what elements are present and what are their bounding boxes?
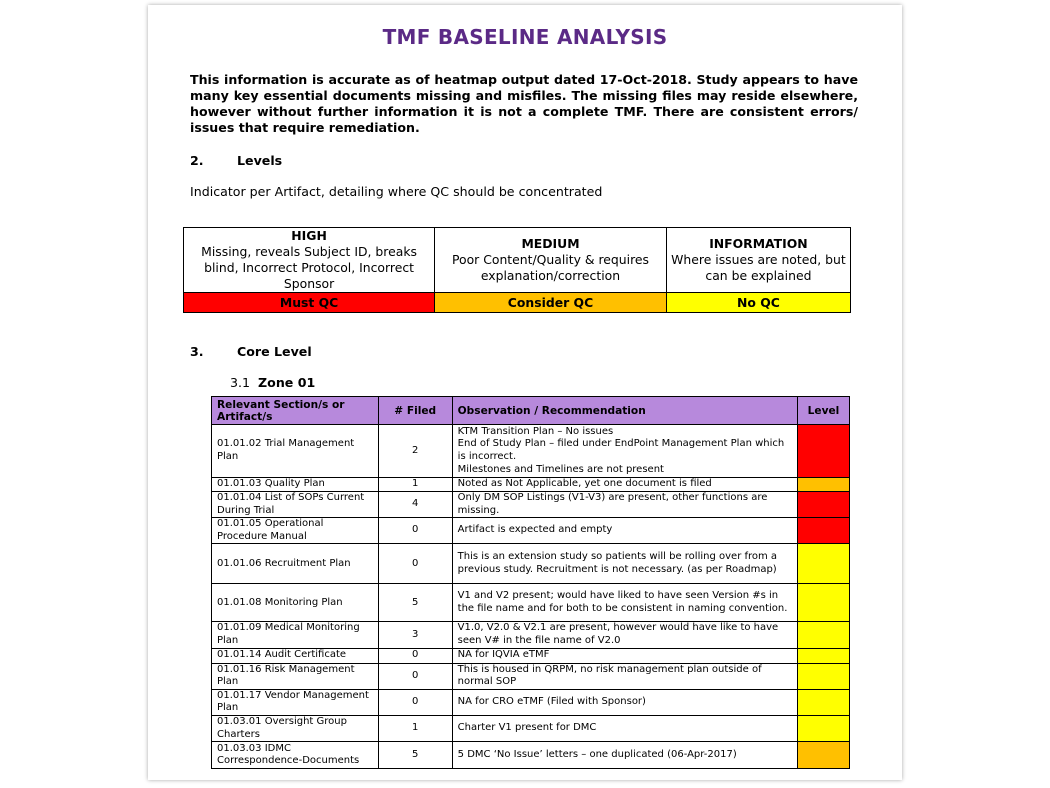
- table-row: [212, 648, 850, 663]
- level-indicator: [798, 622, 850, 648]
- filed-count: 0: [378, 648, 452, 663]
- observation-line: Only DM SOP Listings (V1-V3) are present, other functions are missing.: [457, 492, 768, 516]
- observation-cell: [452, 742, 797, 769]
- artifact-cell: 01.01.06 Recruitment Plan: [212, 544, 379, 584]
- level-action: Must QC: [184, 293, 435, 313]
- artifact-cell: 01.01.05 Operational Procedure Manual: [212, 518, 379, 544]
- col-header-artifact: Relevant Section/s or Artifact/s: [212, 397, 379, 425]
- level-name: HIGH: [291, 228, 327, 243]
- col-header-observation: Observation / Recommendation: [452, 397, 797, 425]
- filed-count: 2: [378, 425, 452, 478]
- observation-line: V1 and V2 present; would have liked to have seen Version #s in the file name and for both to be consistent in naming convention.: [457, 590, 788, 614]
- observation-cell: [452, 425, 797, 478]
- level-indicator: [798, 492, 850, 518]
- filed-count: 4: [378, 492, 452, 518]
- level-indicator: [798, 584, 850, 622]
- level-indicator: [798, 518, 850, 544]
- level-action: No QC: [666, 293, 850, 313]
- level-indicator: [798, 663, 850, 689]
- level-indicator: [798, 742, 850, 769]
- table-row: [212, 425, 850, 478]
- observation-cell: [452, 492, 797, 518]
- observation-line: KTM Transition Plan – No issues: [457, 425, 614, 437]
- table-row: [212, 584, 850, 622]
- observation-line: Noted as Not Applicable, yet one document is filed: [457, 478, 712, 490]
- col-header-level: Level: [798, 397, 850, 425]
- level-desc: Poor Content/Quality & requires explanation/correction: [451, 252, 649, 283]
- observation-line: Milestones and Timelines are not present: [457, 463, 664, 475]
- table-row: [212, 689, 850, 715]
- observation-cell: [452, 715, 797, 741]
- table-row: [212, 622, 850, 648]
- observation-line: Artifact is expected and empty: [457, 524, 613, 536]
- filed-count: 3: [378, 622, 452, 648]
- table-row: [212, 544, 850, 584]
- observation-cell: [452, 544, 797, 584]
- level-desc: Where issues are noted, but can be explained: [671, 252, 846, 283]
- level-description-high: [184, 228, 435, 293]
- zone-heading: 3.1 Zone 01: [230, 375, 316, 390]
- table-row: [212, 518, 850, 544]
- observation-line: NA for CRO eTMF (Filed with Sponsor): [457, 696, 646, 708]
- artifact-cell: 01.01.16 Risk Management Plan: [212, 663, 379, 689]
- section-heading-levels: 2. Levels: [190, 153, 283, 168]
- observation-cell: [452, 518, 797, 544]
- col-header-filed: # Filed: [378, 397, 452, 425]
- observation-line: This is housed in QRPM, no risk management plan outside of normal SOP: [457, 663, 762, 688]
- level-indicator: [798, 478, 850, 492]
- observation-cell: [452, 584, 797, 622]
- filed-count: 1: [378, 478, 452, 492]
- observation-line: This is an extension study so patients will be rolling over from a previous study. Recruitment is not necessary. (as per Roadmap): [457, 551, 778, 575]
- artifact-cell: 01.01.04 List of SOPs Current During Trial: [212, 492, 379, 518]
- table-row: [212, 663, 850, 689]
- level-indicator: [798, 715, 850, 741]
- observation-cell: [452, 689, 797, 715]
- filed-count: 0: [378, 544, 452, 584]
- filed-count: 0: [378, 689, 452, 715]
- filed-count: 0: [378, 518, 452, 544]
- level-desc: Missing, reveals Subject ID, breaks blind, Incorrect Protocol, Incorrect Sponsor: [201, 244, 417, 291]
- observation-line: Charter V1 present for DMC: [457, 722, 597, 734]
- artifact-cell: 01.01.14 Audit Certificate: [212, 648, 379, 663]
- page-title: TMF BASELINE ANALYSIS: [382, 25, 668, 49]
- observation-line: V1.0, V2.0 & V2.1 are present, however would have like to have seen V# in the file name of V2.0: [457, 622, 779, 646]
- level-indicator: [798, 425, 850, 478]
- artifact-cell: 01.03.03 IDMC Correspondence-Documents: [212, 742, 379, 769]
- artifact-cell: 01.01.02 Trial Management Plan: [212, 425, 379, 478]
- level-indicator: [798, 689, 850, 715]
- level-action: Consider QC: [435, 293, 667, 313]
- observation-line: 5 DMC ‘No Issue’ letters – one duplicated (06-Apr-2017): [457, 748, 737, 760]
- indicator-text: Indicator per Artifact, detailing where QC should be concentrated: [190, 184, 603, 199]
- level-indicator: [798, 544, 850, 584]
- artifact-cell: 01.01.17 Vendor Management Plan: [212, 689, 379, 715]
- level-description-information: [666, 228, 850, 293]
- table-row: [212, 742, 850, 769]
- observation-cell: [452, 622, 797, 648]
- intro-paragraph: This information is accurate as of heatmap output dated 17-Oct-2018. Study appears to have many key essential documents missing and misfiles. The missing files may reside elsewhere, however without further information it is not a complete TMF. There are consistent errors/ issues that require remediation.: [190, 72, 858, 135]
- level-name: INFORMATION: [709, 236, 808, 251]
- document-page: [148, 5, 902, 780]
- artifact-cell: 01.01.08 Monitoring Plan: [212, 584, 379, 622]
- zone-table: [211, 396, 850, 769]
- observation-cell: [452, 648, 797, 663]
- filed-count: 5: [378, 742, 452, 769]
- observation-cell: [452, 663, 797, 689]
- observation-line: NA for IQVIA eTMF: [457, 649, 550, 661]
- level-name: MEDIUM: [521, 236, 580, 251]
- observation-cell: [452, 478, 797, 492]
- table-row: [212, 492, 850, 518]
- table-row: [212, 715, 850, 741]
- section-heading-core-level: 3. Core Level: [190, 344, 312, 359]
- filed-count: 0: [378, 663, 452, 689]
- artifact-cell: 01.03.01 Oversight Group Charters: [212, 715, 379, 741]
- levels-table: [183, 227, 851, 313]
- level-indicator: [798, 648, 850, 663]
- artifact-cell: 01.01.03 Quality Plan: [212, 478, 379, 492]
- table-row: [212, 478, 850, 492]
- observation-line: End of Study Plan – filed under EndPoint Management Plan which is incorrect.: [457, 438, 785, 462]
- artifact-cell: 01.01.09 Medical Monitoring Plan: [212, 622, 379, 648]
- filed-count: 1: [378, 715, 452, 741]
- filed-count: 5: [378, 584, 452, 622]
- level-description-medium: [435, 228, 667, 293]
